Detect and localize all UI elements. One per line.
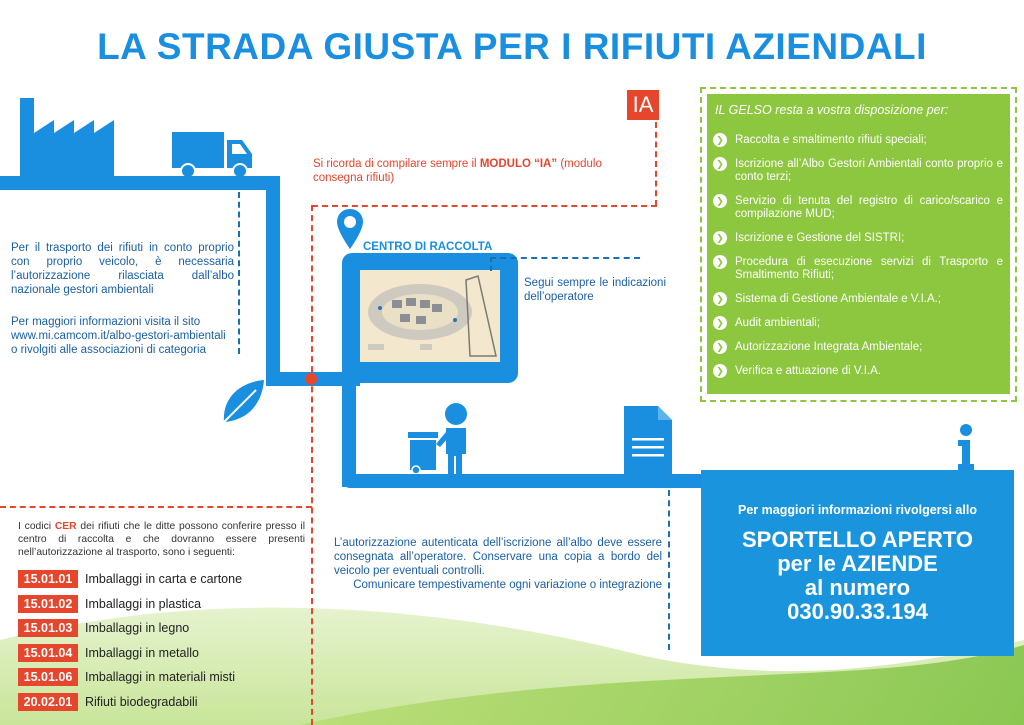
cer-intro-pre: I codici: [18, 521, 55, 532]
cer-code-label: Rifiuti biodegradabili: [85, 695, 198, 709]
leaf-icon: [218, 376, 268, 426]
gelso-service-item: [713, 232, 1003, 245]
gelso-service-item: [713, 341, 1003, 354]
road-vertical-left: [266, 176, 280, 386]
albo-link[interactable]: www.mi.camcom.it/albo-gestori-ambientali: [11, 330, 226, 342]
contact-line-2: per le AZIENDE: [777, 551, 938, 576]
contact-line-1: SPORTELLO APERTO: [741, 527, 974, 552]
cer-intro-cer: CER: [54, 521, 77, 532]
contact-box: [701, 470, 1014, 656]
chevron-right-icon: ❯: [713, 364, 727, 378]
gelso-service-label: Servizio di tenuta del registro di carico/scarico e compilazione MUD;: [735, 195, 1003, 220]
dash-red-vertical: [311, 205, 313, 725]
cer-code-row: [18, 693, 198, 711]
dash-red-top-horizontal: [312, 205, 657, 207]
cer-code-label: Imballaggi in legno: [85, 621, 190, 636]
gelso-service-label: Iscrizione all’Albo Gestori Ambientali conto proprio e conto terzi;: [735, 158, 1003, 183]
dash-red-ia-vertical: [655, 122, 657, 206]
document-icon: [624, 406, 672, 474]
cer-code: 15.01.06: [18, 668, 78, 686]
gelso-service-item: [713, 134, 1003, 147]
transport-paragraph-2-pre: Per maggiori informazioni visita il sito: [11, 316, 201, 328]
worker-icon: [434, 402, 474, 474]
cer-code-row: [18, 595, 201, 613]
cer-code-label: Imballaggi in plastica: [85, 596, 202, 611]
gelso-service-item: [713, 317, 1003, 330]
gelso-service-item: [713, 256, 1003, 282]
cer-code: 20.02.01: [18, 693, 78, 711]
chevron-right-icon: ❯: [713, 292, 727, 306]
cer-code: 15.01.01: [18, 570, 78, 588]
modulo-note-highlight: MODULO “IA”: [479, 158, 558, 170]
autorizzazione-note: [334, 536, 662, 592]
location-pin-icon: [337, 209, 363, 249]
centro-map-image: [360, 270, 500, 362]
truck-icon: [172, 132, 254, 178]
contact-line-3: al numero: [804, 575, 911, 600]
dash-blue-centro: [490, 257, 640, 259]
dash-blue-left-vertical: [238, 192, 240, 354]
factory-icon: [0, 98, 125, 178]
gelso-service-label: Autorizzazione Integrata Ambientale;: [735, 341, 923, 353]
chevron-right-icon: ❯: [713, 316, 727, 330]
gelso-service-item: [713, 158, 1003, 184]
cer-code-row: [18, 644, 199, 662]
contact-phone[interactable]: 030.90.33.194: [787, 599, 928, 624]
chevron-right-icon: ❯: [713, 231, 727, 245]
contact-intro: Per maggiori informazioni rivolgersi allo: [738, 503, 977, 517]
cer-code-label: Imballaggi in metallo: [85, 645, 199, 660]
gelso-service-label: Sistema di Gestione Ambientale e V.I.A.;: [735, 293, 942, 305]
gelso-service-item: [713, 195, 1003, 221]
gelso-service-label: Verifica e attuazione di V.I.A.: [735, 365, 881, 377]
chevron-right-icon: ❯: [713, 340, 727, 354]
cer-code-row: [18, 668, 235, 686]
modulo-note-post: (modulo consegna rifiuti): [313, 158, 602, 184]
red-dot: [305, 373, 317, 385]
road-bottom: [342, 474, 702, 488]
gelso-service-label: Iscrizione e Gestione del SISTRI;: [735, 232, 905, 244]
gelso-service-label: Procedura di esecuzione servizi di Trasporto e Smaltimento Rifiuti;: [735, 256, 1003, 281]
road-vertical-right: [342, 372, 356, 487]
gelso-services-box: [707, 94, 1010, 394]
cer-code: 15.01.03: [18, 619, 78, 637]
cer-code: 15.01.02: [18, 595, 78, 613]
gelso-service-label: Audit ambientali;: [735, 317, 821, 329]
transport-paragraph-2: [11, 315, 234, 357]
gelso-service-label: Raccolta e smaltimento rifiuti speciali;: [735, 134, 927, 146]
operatore-note: Segui sempre le indicazioni dell’operatore: [524, 277, 666, 303]
cer-code-label: Imballaggi in materiali misti: [85, 670, 236, 685]
chevron-right-icon: ❯: [713, 157, 727, 171]
cer-intro-post: dei rifiuti che le ditte possono conferire presso il centro di raccolta e che dovranno essere presenti nell’autorizzazione al trasporto, sono i seguenti:: [18, 521, 305, 558]
cer-code: 15.01.04: [18, 644, 78, 662]
gelso-intro: IL GELSO resta a vostra disposizione per:: [715, 103, 949, 117]
modulo-note: [313, 157, 638, 185]
gelso-services-list: [713, 134, 1003, 389]
gelso-service-item: [713, 365, 1003, 378]
dash-blue-centro-drop: [490, 257, 492, 271]
transport-paragraph-2-post: o rivolgiti alle associazioni di categoria: [11, 344, 206, 356]
chevron-right-icon: ❯: [713, 255, 727, 269]
cer-code-label: Imballaggi in carta e cartone: [85, 572, 243, 586]
cer-code-row: [18, 619, 189, 637]
dash-blue-bottom-vertical: [668, 490, 670, 650]
cer-intro: [18, 520, 305, 559]
transport-paragraph-1: Per il trasporto dei rifiuti in conto proprio con proprio veicolo, è necessaria l’autorizzazione rilasciata dall’albo nazionale gestori ambientali: [11, 242, 234, 296]
ia-badge: IA: [627, 90, 659, 120]
autorizzazione-line-1: L’autorizzazione autenticata dell’iscrizione all’albo deve essere consegnata all’operatore. Conservare una copia a bordo del veicolo per eventuali controlli.: [334, 537, 662, 577]
info-icon: [954, 424, 978, 470]
chevron-right-icon: ❯: [713, 133, 727, 147]
road-top: [0, 176, 280, 190]
chevron-right-icon: ❯: [713, 194, 727, 208]
gelso-service-item: [713, 293, 1003, 306]
modulo-note-pre: Si ricorda di compilare sempre il: [313, 158, 480, 170]
cer-code-row: [18, 570, 242, 588]
centro-raccolta-label: CENTRO DI RACCOLTA: [363, 241, 493, 253]
autorizzazione-line-2: Comunicare tempestivamente ogni variazione o integrazione: [353, 579, 662, 591]
page-title: LA STRADA GIUSTA PER I RIFIUTI AZIENDALI: [97, 26, 927, 67]
dash-red-bottom-horizontal: [0, 506, 312, 508]
